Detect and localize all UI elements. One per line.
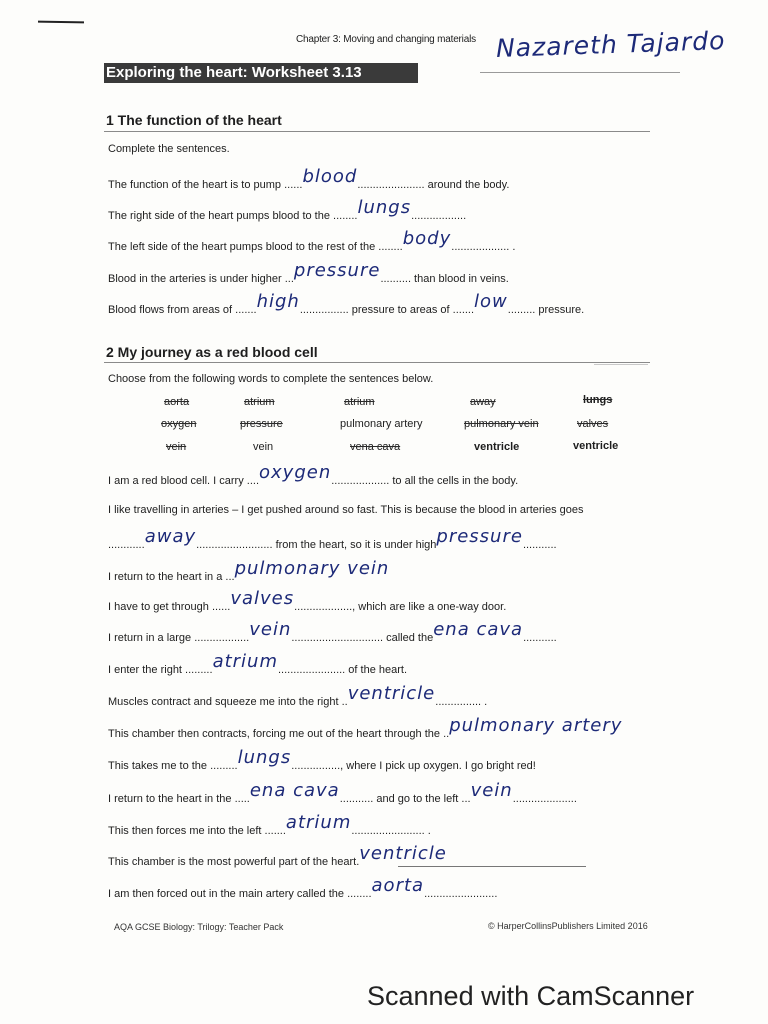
sentence-line (108, 651, 407, 677)
footer-right: © HarperCollinsPublishers Limited 2016 (488, 921, 648, 931)
sentence-line (108, 588, 507, 614)
sentence-line (108, 228, 516, 254)
corner-mark (38, 21, 84, 24)
handwritten-answer: low (474, 291, 508, 312)
sentence-line (108, 291, 585, 317)
handwritten-answer: vein (249, 619, 292, 640)
sentence-text: This takes me to the ......... (108, 760, 238, 772)
sentence-text: This chamber then contracts, forcing me out of the heart through the .. (108, 728, 450, 740)
sentence-text: ...................... around the body. (357, 179, 510, 191)
section-1-rule (104, 131, 650, 132)
word-bank-item: pressure (240, 418, 283, 430)
sentence-text: This chamber is the most powerful part of the heart. (108, 856, 360, 868)
sentence-line (108, 843, 447, 869)
sentence-text: ......... pressure. (507, 304, 585, 316)
sentence-text: I am a red blood cell. I carry .... (108, 475, 260, 487)
sentence-text: Blood flows from areas of ....... (108, 304, 257, 316)
sentence-line (108, 780, 577, 806)
section-2-heading: 2 My journey as a red blood cell (106, 344, 318, 360)
handwritten-answer: aorta (371, 875, 425, 896)
word-bank-item: away (470, 396, 496, 408)
handwritten-answer: ventricle (347, 683, 436, 704)
sentence-line (108, 875, 498, 901)
handwritten-answer: atrium (212, 651, 278, 672)
sentence-text: .............................. called the (291, 632, 434, 644)
section-2-rule (104, 362, 650, 363)
handwritten-answer: atrium (285, 812, 352, 833)
sentence-text: ............... . (435, 696, 488, 708)
student-name: Nazareth Tajardo (495, 26, 726, 63)
sentence-text: The function of the heart is to pump ...... (108, 179, 303, 191)
sentence-text: ................... . (451, 241, 516, 253)
handwritten-answer: oxygen (259, 462, 332, 483)
word-bank-item: lungs (583, 394, 613, 406)
word-bank-item: ventricle (573, 440, 619, 452)
word-bank-item: vein (166, 441, 187, 453)
handwritten-answer: blood (302, 166, 358, 187)
handwritten-answer: away (144, 526, 197, 547)
handwritten-answer: pulmonary artery (449, 715, 623, 736)
word-bank-item: pulmonary vein (464, 418, 539, 430)
sentence-text: ..................., which are like a one-way door. (294, 601, 507, 613)
sentence-text: I am then forced out in the main artery called the ........ (108, 888, 372, 900)
handwritten-answer: ventricle (359, 843, 447, 864)
handwritten-answer: vein (470, 780, 513, 801)
handwritten-answer: pressure (293, 260, 381, 281)
sentence-line (108, 812, 431, 838)
sentence-text: ................ pressure to areas of ....... (299, 304, 475, 316)
sentence-text: This then forces me into the left ....... (108, 825, 286, 837)
handwritten-answer: pressure (436, 526, 523, 547)
sentence-line (108, 462, 519, 488)
sentence-text: ........................ . (351, 825, 431, 837)
answer-underline (398, 866, 586, 867)
sentence-text: ........................ (424, 888, 498, 900)
sentence-line (108, 526, 557, 552)
word-bank-item: valves (577, 418, 609, 430)
sentence-text: .................. (411, 210, 467, 222)
sentence-line (108, 260, 509, 286)
sentence-text: I return to the heart in a ... (108, 571, 235, 583)
handwritten-answer: pulmonary vein (234, 558, 390, 579)
handwritten-answer: valves (230, 588, 295, 609)
sentence-line (108, 715, 623, 741)
sentence-line (108, 197, 467, 223)
sentence-text: ........... (522, 539, 557, 551)
handwritten-answer: body (402, 228, 452, 249)
sentence-text: ..................... (512, 793, 577, 805)
sentence-line (108, 166, 510, 192)
section-1-heading: 1 The function of the heart (106, 112, 282, 128)
word-bank-item: ventricle (474, 441, 520, 453)
word-bank-item: atrium (244, 396, 275, 408)
sentence-text: ............ (108, 539, 145, 551)
sentence-text: ........... and go to the left ... (339, 793, 471, 805)
worksheet-title: Exploring the heart: Worksheet 3.13 (106, 64, 362, 81)
word-bank-item: aorta (164, 396, 190, 408)
handwritten-answer: lungs (237, 747, 292, 768)
sentence-line (108, 683, 488, 709)
sentence-text: ........... (523, 632, 557, 644)
sentence-text: The right side of the heart pumps blood to the ........ (108, 210, 358, 222)
word-bank-item: vena cava (350, 441, 401, 453)
pencil-scribble (594, 364, 648, 371)
sentence-text: I return in a large .................. (108, 632, 250, 644)
sentence-text: I enter the right ......... (108, 664, 213, 676)
sentence-line (108, 619, 557, 645)
sentence-text: Blood in the arteries is under higher ... (108, 273, 294, 285)
sentence-line (108, 747, 536, 773)
sentence-text: ......................... from the heart, so it is under high (196, 539, 437, 551)
word-bank-item: oxygen (161, 418, 197, 430)
word-bank-item: pulmonary artery (340, 418, 423, 430)
handwritten-answer: ena cava (249, 780, 340, 801)
sentence-text: I have to get through ...... (108, 601, 231, 613)
sentence-text: I like travelling in arteries – I get pushed around so fast. This is because the blood in arteries goes (108, 504, 584, 516)
section-1-instruction: Complete the sentences. (108, 143, 230, 155)
sentence-text: ................... to all the cells in the body. (331, 475, 519, 487)
sentence-line (108, 503, 584, 517)
sentence-text: Muscles contract and squeeze me into the right .. (108, 696, 348, 708)
sentence-text: ................, where I pick up oxygen. I go bright red! (291, 760, 536, 772)
handwritten-answer: ena cava (433, 619, 524, 640)
word-bank-item: atrium (344, 396, 375, 408)
handwritten-answer: high (256, 291, 300, 312)
handwritten-answer: lungs (357, 197, 412, 218)
sentence-text: The left side of the heart pumps blood to the rest of the ........ (108, 241, 403, 253)
sentence-text: .......... than blood in veins. (380, 273, 509, 285)
footer-left: AQA GCSE Biology: Trilogy: Teacher Pack (114, 922, 284, 932)
chapter-header: Chapter 3: Moving and changing materials (296, 34, 476, 45)
sentence-line (108, 558, 390, 584)
sentence-text: ...................... of the heart. (278, 664, 407, 676)
camscanner-watermark: Scanned with CamScanner (367, 981, 695, 1011)
sentence-text: I return to the heart in the ..... (108, 793, 250, 805)
name-underline (480, 72, 680, 73)
word-bank-item: vein (253, 441, 274, 453)
section-2-instruction: Choose from the following words to complete the sentences below. (108, 373, 434, 385)
